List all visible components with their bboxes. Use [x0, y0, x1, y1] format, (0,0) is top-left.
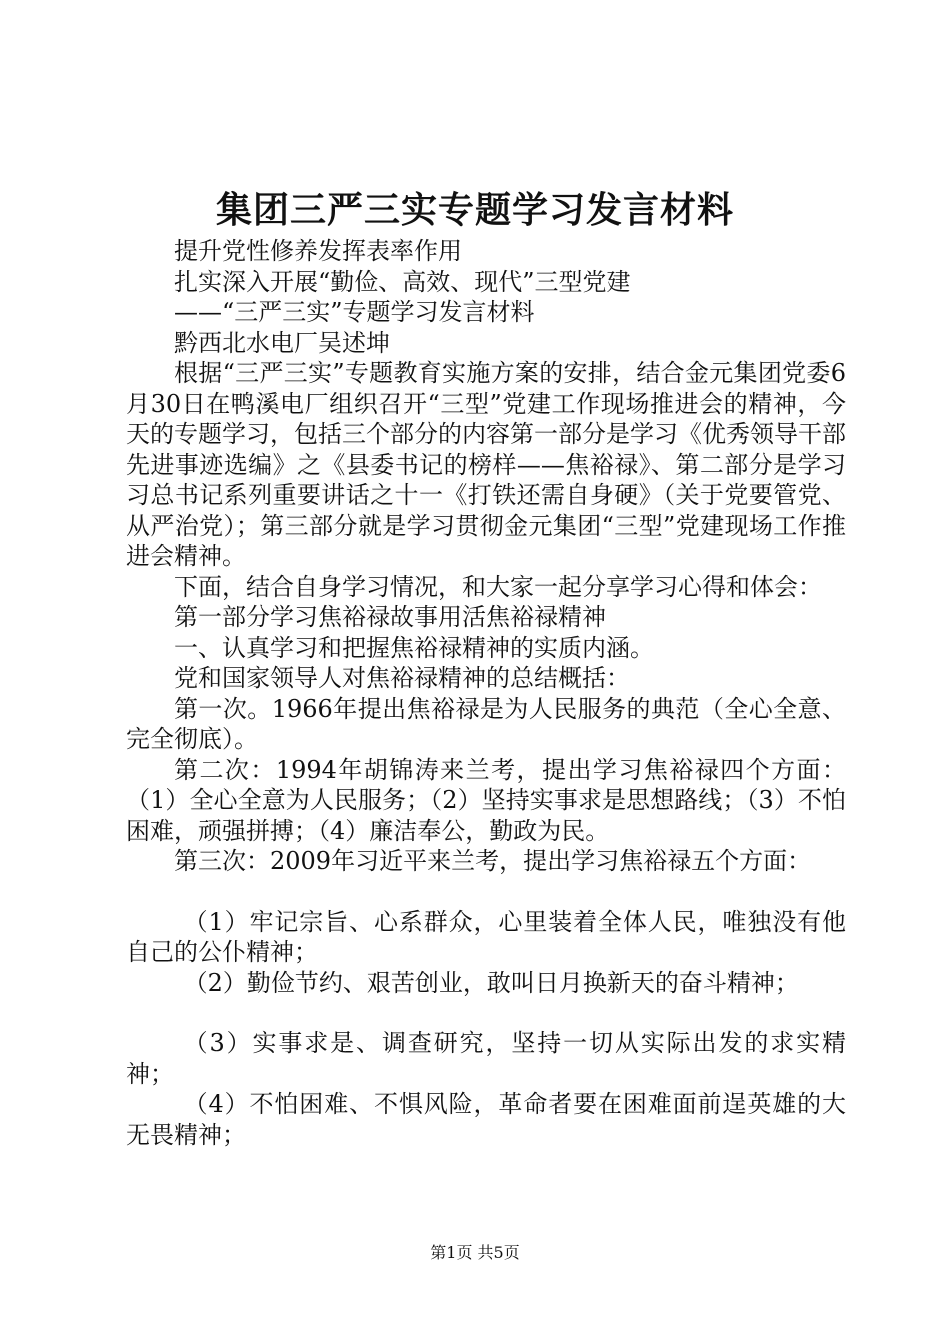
list-item: （3）实事求是、调查研究，坚持一切从实际出发的求实精神；: [126, 1029, 846, 1088]
body-paragraph: 根据“三严三实”专题教育实施方案的安排，结合金元集团党委6月30日在鸭溪电厂组织召开“三型”党建工作现场推进会的精神，今天的专题学习，包括三个部分的内容第一部分是学习《优秀领导干部先进事迹选编》之《县委书记的榜样——焦裕禄》、第二部分是学习习总书记系列重要讲话之十一《打铁还需自身硬》（关于党要管党、从严治党）；第三部分就是学习贯彻金元集团“三型”党建现场工作推进会精神。: [126, 359, 846, 570]
body-paragraph: 第一次。1966年提出焦裕禄是为人民服务的典范（全心全意、完全彻底）。: [126, 694, 846, 753]
body-paragraph: 下面，结合自身学习情况，和大家一起分享学习心得和体会：: [174, 572, 822, 601]
body-paragraph: 第二次：1994年胡锦涛来兰考，提出学习焦裕禄四个方面：（1）全心全意为人民服务；（2）坚持实事求是思想路线；（3）不怕困难，顽强拼搏；（4）廉洁奉公，勤政为民。: [126, 755, 846, 845]
page-footer: 第1页 共5页: [430, 1243, 520, 1262]
subtitle-line: 提升党性修养发挥表率作用: [174, 237, 462, 265]
subtitle-line: 扎实深入开展“勤俭、高效、现代”三型党建: [174, 267, 631, 296]
list-item: （2）勤俭节约、艰苦创业，敢叫日月换新天的奋斗精神；: [183, 968, 799, 997]
body-paragraph: 党和国家领导人对焦裕禄精神的总结概括：: [174, 664, 630, 692]
body-paragraph: 第三次：2009年习近平来兰考，提出学习焦裕禄五个方面：: [174, 847, 812, 875]
list-item: （1）牢记宗旨、心系群众，心里装着全体人民，唯独没有他自己的公仆精神；: [126, 907, 846, 966]
document-title: 集团三严三实专题学习发言材料: [215, 189, 734, 231]
subtitle-line: ——“三严三实”专题学习发言材料: [174, 298, 535, 326]
section-heading: 第一部分学习焦裕禄故事用活焦裕禄精神: [174, 603, 606, 631]
author-line: 黔西北水电厂吴述坤: [174, 328, 390, 357]
list-item: （4）不怕困难、不惧风险，革命者要在困难面前逞英雄的大无畏精神；: [126, 1090, 846, 1149]
section-subheading: 一、认真学习和把握焦裕禄精神的实质内涵。: [174, 633, 654, 662]
document-body: [126, 236, 846, 1150]
